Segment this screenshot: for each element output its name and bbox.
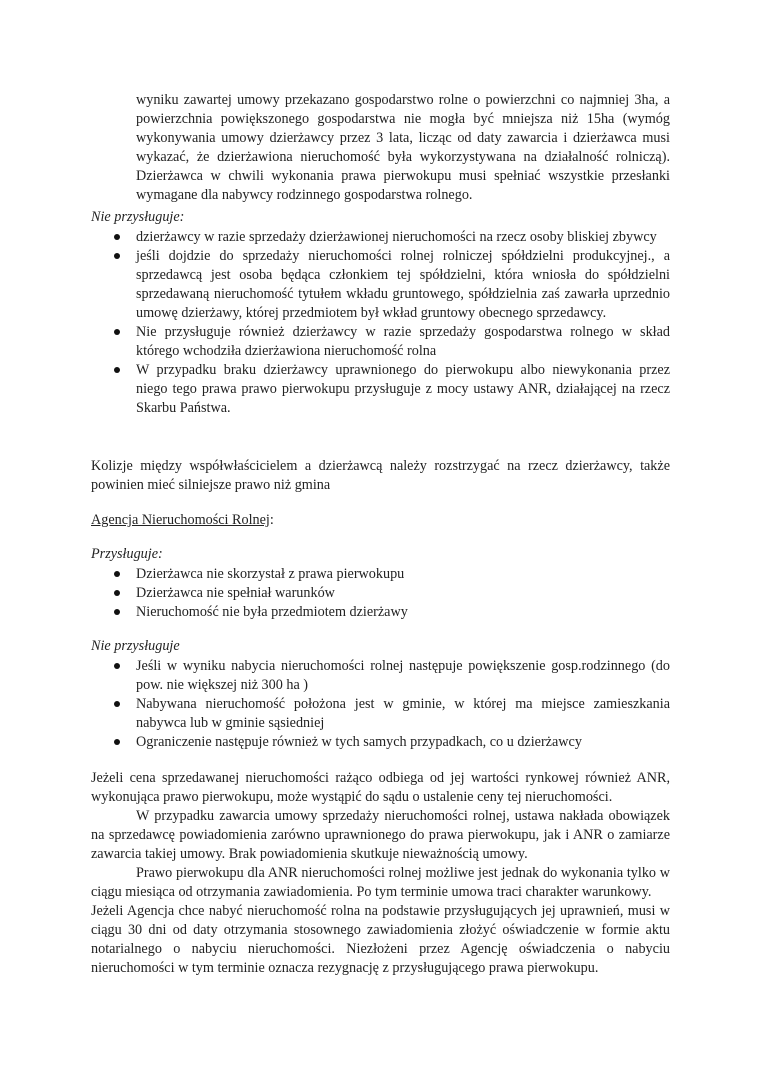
final-paragraph-1: Jeżeli cena sprzedawanej nieruchomości rażąco odbiega od jej wartości rynkowej również ANR, wykonująca prawo pierwokupu, może wystąpić do sądu o ustalenie ceny tej nieruchomości.: [91, 770, 670, 805]
list-item: Nabywana nieruchomość położona jest w gminie, w której ma miejsce zamieszkania nabywca lub w gminie sąsiedniej: [114, 695, 670, 733]
intro-text: wyniku zawartej umowy przekazano gospodarstwo rolne o powierzchni co najmniej 3ha, a powierzchnia powiększonego gospodarstwa nie mogła być mniejsza niż 15ha (wymóg wykonywania umowy dzierżawcy przez 3 lata, licząc od daty zawarcia i dzierżawca musi wykazać, że dzierżawiona nieruchomość była wykorzystywana na działalność rolniczą). Dzierżawca w chwili wykonania prawa pierwokupu musi spełniać wszystkie przesłanki wymagane dla nabywcy rodzinnego gospodarstwa rolnego.: [136, 92, 670, 203]
final-paragraph-4: Jeżeli Agencja chce nabyć nieruchomość rolna na podstawie przysługujących jej uprawnień, musi w ciągu 30 dni od daty otrzymania stosownego zawiadomienia złożyć oświadczenie w formie aktu notarialnego o nabyciu nieruchomości. Niezłożeni przez Agencję oświadczenia o nabyciu nieruchomości w tym terminie oznacza rezygnację z przysługującego prawa pierwokupu.: [91, 903, 670, 976]
anr-heading-title: Agencja Nieruchomości Rolnej: [91, 512, 270, 528]
section2-list: [114, 565, 670, 622]
list-item: dzierżawcy w razie sprzedaży dzierżawionej nieruchomości na rzecz osoby bliskiej zbywcy: [114, 228, 670, 247]
section3-list: [114, 657, 670, 752]
intro-paragraph: [136, 91, 670, 205]
list-item: Nie przysługuje również dzierżawcy w razie sprzedaży gospodarstwa rolnego w skład którego wchodziła dzierżawiona nieruchomość rolna: [114, 323, 670, 361]
list-item: Ograniczenie następuje również w tych samych przypadkach, co u dzierżawcy: [114, 733, 670, 752]
anr-heading-suffix: :: [269, 512, 274, 528]
list-item: Jeśli w wyniku nabycia nieruchomości rolnej następuje powiększenie gosp.rodzinnego (do pow. nie większej niż 300 ha ): [114, 657, 670, 695]
list-item: Nieruchomość nie była przedmiotem dzierżawy: [114, 603, 670, 622]
list-item: jeśli dojdzie do sprzedaży nieruchomości rolnej rolniczej spółdzielni produkcyjnej., a sprzedawcą jest osoba będąca członkiem tej spółdzielni, która wniosła do spółdzielni sprzedawaną nieruchomość tytułem wkładu gruntowego, spółdzielnia zaś zawarła uprzednio umowę dzierżawy, której przedmiotem był wkład gruntowy obecnego sprzedawcy.: [114, 247, 670, 323]
anr-heading: [91, 511, 274, 530]
final-paragraph-2: W przypadku zawarcia umowy sprzedaży nieruchomości rolnej, ustawa nakłada obowiązek na sprzedawcę powiadomienia zarówno uprawnionego do prawa pierwokupu, jak i ANR o zamiarze zawarcia takiej umowy. Brak powiadomienia skutkuje nieważnością umowy.: [91, 808, 670, 862]
final-section: [91, 769, 670, 978]
section2-label: Przysługuje:: [91, 546, 163, 562]
list-item: Dzierżawca nie skorzystał z prawa pierwokupu: [114, 565, 670, 584]
section1-label: Nie przysługuje:: [91, 209, 185, 225]
collision-text: Kolizje między współwłaścicielem a dzierżawcą należy rozstrzygać na rzecz dzierżawcy, także powinien mieć silniejsze prawo niż gmina: [91, 458, 670, 493]
list-item: Dzierżawca nie spełniał warunków: [114, 584, 670, 603]
final-paragraph-3: Prawo pierwokupu dla ANR nieruchomości rolnej możliwe jest jednak do wykonania tylko w ciągu miesiąca od otrzymania zawiadomienia. Po tym terminie umowa traci charakter warunkowy.: [91, 865, 670, 900]
section1-list: [114, 228, 670, 418]
list-item: W przypadku braku dzierżawcy uprawnionego do pierwokupu albo niewykonania przez niego tego prawa prawo pierwokupu przysługuje z mocy ustawy ANR, działającej na rzecz Skarbu Państwa.: [114, 361, 670, 418]
section3-label: Nie przysługuje: [91, 638, 180, 654]
collision-paragraph: [91, 457, 670, 495]
